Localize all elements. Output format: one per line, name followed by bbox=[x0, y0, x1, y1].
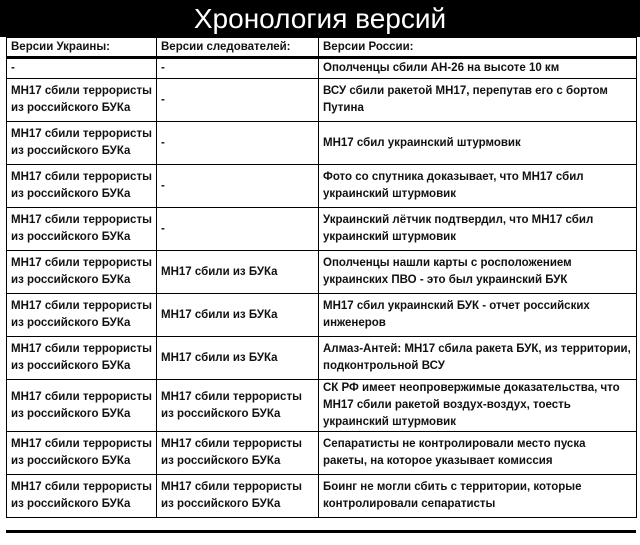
cell-ukraine: МН17 сбили террористы из российского БУКа bbox=[7, 208, 157, 251]
cell-investigators: - bbox=[157, 122, 319, 165]
cell-investigators: - bbox=[157, 79, 319, 122]
table-row bbox=[7, 337, 637, 380]
cell-russia: Ополченцы нашли карты с росположением украинских ПВО - это был украинский БУК bbox=[319, 251, 637, 294]
cell-ukraine: МН17 сбили террористы из российского БУКа bbox=[7, 380, 157, 432]
table-row bbox=[7, 294, 637, 337]
cell-russia: Сепаратисты не контролировали место пуска ракеты, на которое указывает комиссия bbox=[319, 432, 637, 475]
table-row bbox=[7, 122, 637, 165]
table-row bbox=[7, 380, 637, 432]
cell-russia: МН17 сбил украинский БУК - отчет российских инженеров bbox=[319, 294, 637, 337]
cell-russia: Ополченцы сбили АН-26 на высоте 10 км bbox=[319, 58, 637, 79]
header-russia: Версии России: bbox=[319, 38, 637, 58]
cell-investigators: - bbox=[157, 58, 319, 79]
cell-russia: МН17 сбил украинский штурмовик bbox=[319, 122, 637, 165]
cell-investigators: МН17 сбили из БУКа bbox=[157, 294, 319, 337]
table-row bbox=[7, 475, 637, 518]
cell-russia: Фото со спутника доказывает, что МН17 сбил украинский штурмовик bbox=[319, 165, 637, 208]
cell-investigators: МН17 сбили террористы из российского БУКа bbox=[157, 380, 319, 432]
cell-russia: Алмаз-Антей: МН17 сбила ракета БУК, из территории, подконтрольной ВСУ bbox=[319, 337, 637, 380]
cell-ukraine: МН17 сбили террористы из российского БУКа bbox=[7, 337, 157, 380]
table-row bbox=[7, 208, 637, 251]
header-ukraine: Версии Украины: bbox=[7, 38, 157, 58]
cell-investigators: МН17 сбили террористы из российского БУКа bbox=[157, 475, 319, 518]
table-row bbox=[7, 79, 637, 122]
cell-russia: Украинский лётчик подтвердил, что МН17 сбил украинский штурмовик bbox=[319, 208, 637, 251]
table-row bbox=[7, 165, 637, 208]
cell-ukraine: МН17 сбили террористы из российского БУКа bbox=[7, 475, 157, 518]
table-row bbox=[7, 251, 637, 294]
cell-russia: ВСУ сбили ракетой МН17, перепутав его с бортом Путина bbox=[319, 79, 637, 122]
cell-ukraine: - bbox=[7, 58, 157, 79]
cell-investigators: - bbox=[157, 165, 319, 208]
table-row bbox=[7, 58, 637, 79]
cell-ukraine: МН17 сбили террористы из российского БУКа bbox=[7, 294, 157, 337]
cell-investigators: МН17 сбили террористы из российского БУКа bbox=[157, 432, 319, 475]
table-row bbox=[7, 432, 637, 475]
cell-ukraine: МН17 сбили террористы из российского БУКа bbox=[7, 251, 157, 294]
bottom-rule bbox=[6, 530, 636, 533]
cell-russia: СК РФ имеет неопровержимые доказательства, что МН17 сбили ракетой воздух-воздух, тоесть украинский штурмовик bbox=[319, 380, 637, 432]
cell-investigators: - bbox=[157, 208, 319, 251]
cell-investigators: МН17 сбили из БУКа bbox=[157, 337, 319, 380]
header-row bbox=[7, 38, 637, 58]
versions-table bbox=[6, 37, 637, 518]
cell-ukraine: МН17 сбили террористы из российского БУКа bbox=[7, 79, 157, 122]
page-title: Хронология версий bbox=[0, 0, 640, 37]
cell-investigators: МН17 сбили из БУКа bbox=[157, 251, 319, 294]
cell-ukraine: МН17 сбили террористы из российского БУКа bbox=[7, 165, 157, 208]
cell-ukraine: МН17 сбили террористы из российского БУКа bbox=[7, 432, 157, 475]
header-investigators: Версии следователей: bbox=[157, 38, 319, 58]
cell-ukraine: МН17 сбили террористы из российского БУКа bbox=[7, 122, 157, 165]
cell-russia: Боинг не могли сбить с территории, которые контролировали сепаратисты bbox=[319, 475, 637, 518]
